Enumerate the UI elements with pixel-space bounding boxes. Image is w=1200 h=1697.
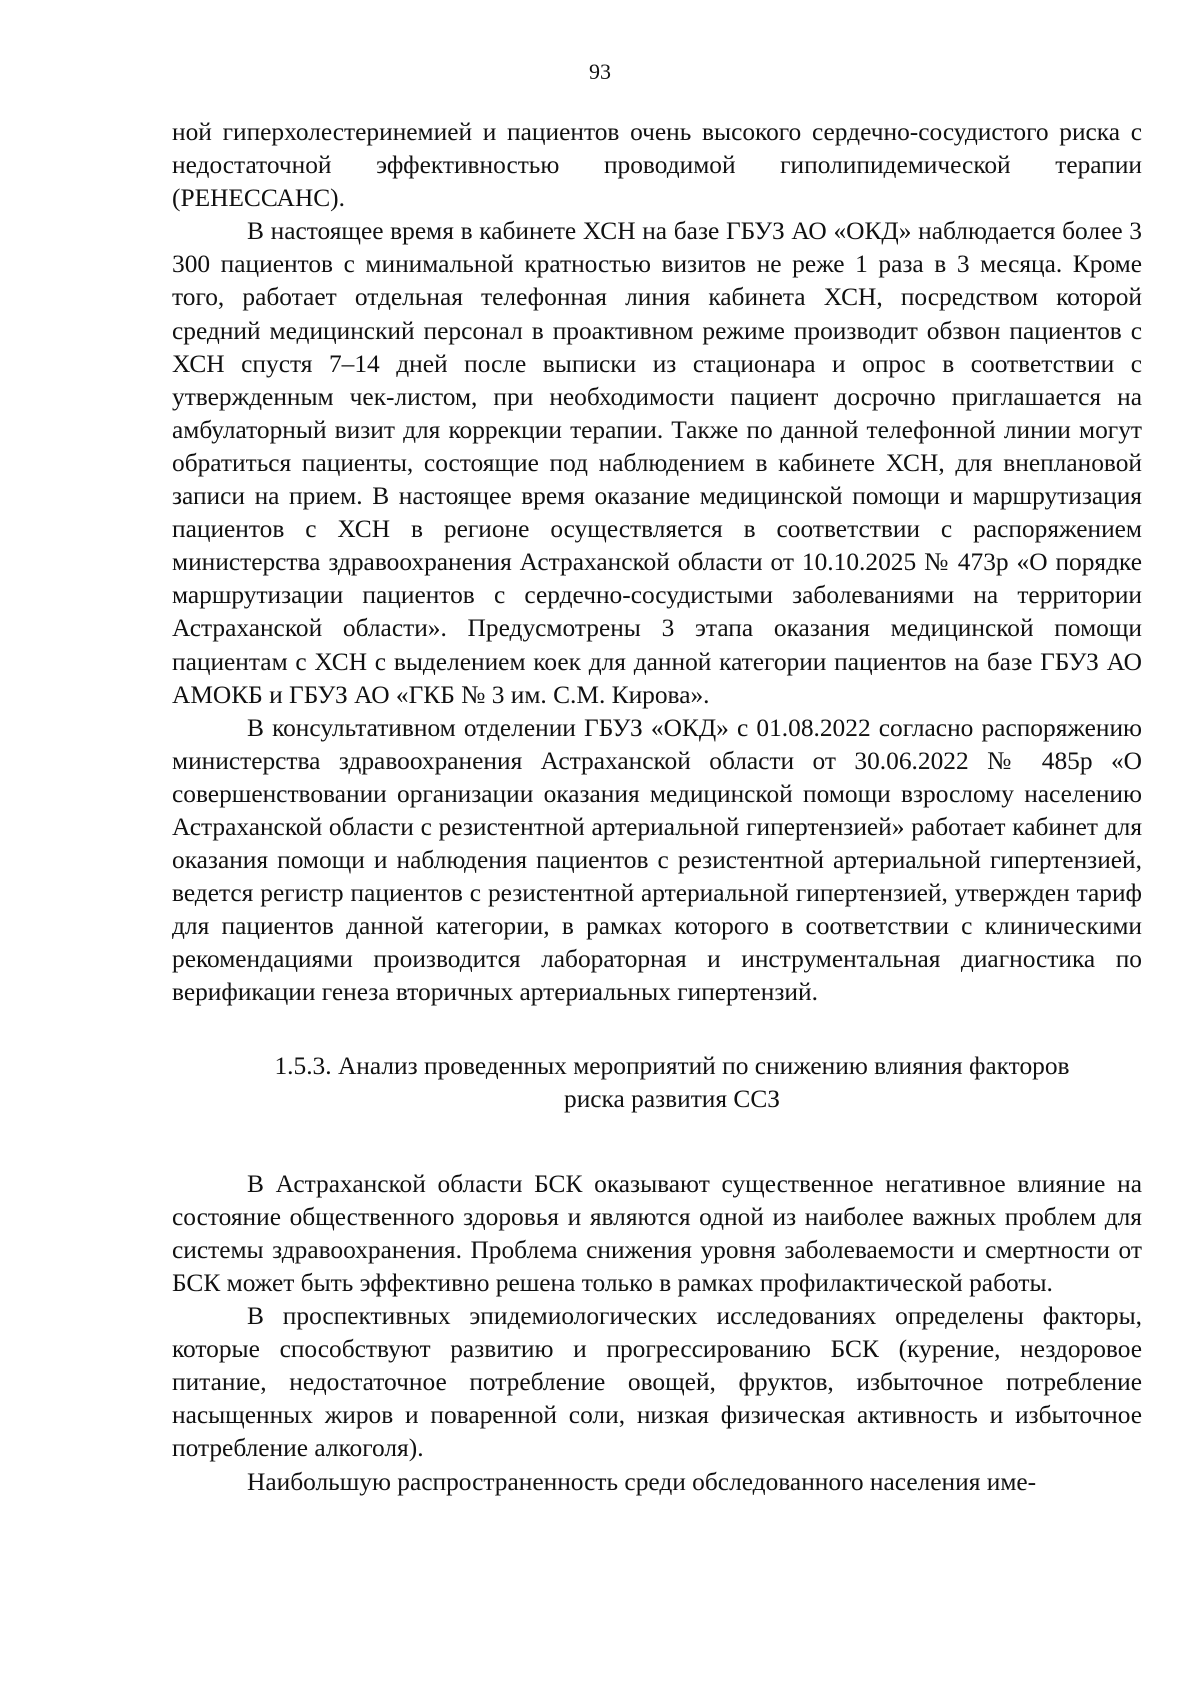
paragraph-resistant-hypertension: В консультативном отделении ГБУЗ «ОКД» с 01.08.2022 согласно распоряжению министерства здравоохранения Астраханской области от 30.06.2022 № 485р «О совершенствовании организации оказания медицинской помощи взрослому населению Астраханской области с резистентной артериальной гипертензией» работает кабинет для оказания помощи и наблюдения пациентов с резистентной артериальной гипертензией, ведется регистр пациентов с резистентной артериальной гипертензией, утвержден тариф для пациентов данной категории, в рамках которого в соответствии с клиническими рекомендациями производится лабораторная и инструментальная диагностика по верификации генеза вторичных артериальных гипертензий.	[172, 713, 1142, 1007]
paragraph-bsk-impact: В Астраханской области БСК оказывают существенное негативное влияние на состояние общественного здоровья и являются одной из наиболее важных проблем для системы здравоохранения. Проблема снижения уровня заболеваемости и смертности от БСК может быть эффективно решена только в рамках профилактической работы.	[172, 1169, 1142, 1297]
section-heading: 1.5.3. Анализ проведенных мероприятий по снижению влияния факторов риска развития ССЗ	[274, 1051, 1070, 1113]
document-body	[172, 116, 1142, 1499]
page-number: 93	[589, 59, 611, 84]
paragraph-continuation: ной гиперхолестеринемией и пациентов очень высокого сердечно-сосудистого риска с недостаточной эффективностью проводимой гиполипидемической терапии (РЕНЕССАНС).	[172, 118, 1142, 213]
paragraph-hsn-cabinet: В настоящее время в кабинете ХСН на базе ГБУЗ АО «ОКД» наблюдается более 3 300 пациентов с минимальной кратностью визитов не реже 1 раза в 3 месяца. Кроме того, работает отдельная телефонная линия кабинета ХСН, посредством которой средний медицинский персонал в проактивном режиме производит обзвон пациентов с ХСН спустя 7–14 дней после выписки из стационара и опрос в соответствии с утвержденным чек-листом, при необходимости пациент досрочно приглашается на амбулаторный визит для коррекции терапии. Также по данной телефонной линии могут обратиться пациенты, состоящие под наблюдением в кабинете ХСН, для внеплановой записи на прием. В настоящее время оказание медицинской помощи и маршрутизация пациентов с ХСН в регионе осуществляется в соответствии с распоряжением министерства здравоохранения Астраханской области от 10.10.2025 № 473р «О порядке маршрутизации пациентов с сердечно-сосудистыми заболеваниями на территории Астраханской области». Предусмотрены 3 этапа оказания медицинской помощи пациентам с ХСН с выделением коек для данной категории пациентов на базе ГБУЗ АО АМОКБ и ГБУЗ АО «ГКБ № 3 им. С.М. Кирова».	[172, 217, 1142, 709]
paragraph-risk-factors: В проспективных эпидемиологических исследованиях определены факторы, которые способствуют развитию и прогрессированию БСК (курение, нездоровое питание, недостаточное потребление овощей, фруктов, избыточное потребление насыщенных жиров и поваренной соли, низкая физическая активность и избыточное потребление алкоголя).	[172, 1302, 1142, 1463]
paragraph-prevalence: Наибольшую распространенность среди обследованного населения име-	[247, 1467, 1037, 1496]
